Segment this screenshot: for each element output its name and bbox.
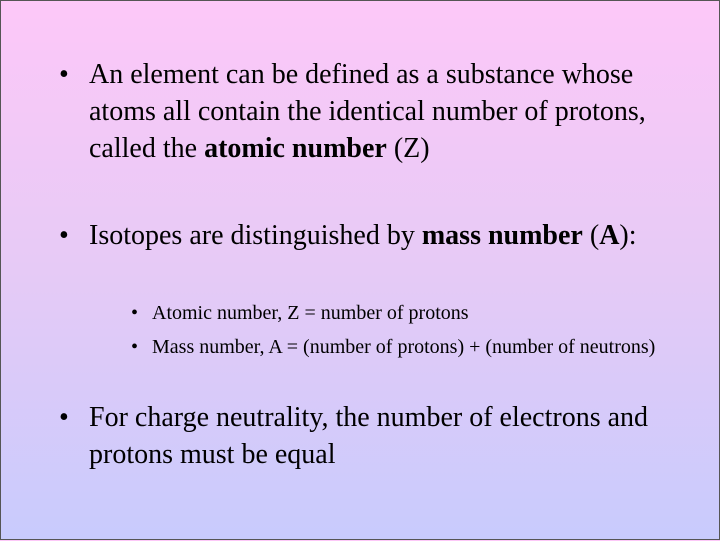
bullet-marker: •	[59, 59, 69, 90]
bullet-charge-neutrality	[59, 399, 659, 473]
sub-bullet-mass-number	[131, 332, 671, 362]
bullet-text: For charge neutrality, the number of electrons and protons must be equal	[89, 402, 649, 470]
sub-bullet-atomic-number	[131, 298, 671, 328]
bullet-marker: •	[59, 220, 69, 251]
bullet-text: An element can be defined as a substance whose atoms all contain the identical number of protons, called the atomic number (Z)	[89, 59, 646, 164]
mass-number-symbol: A	[599, 220, 620, 251]
atomic-number-term: atomic number	[204, 133, 387, 164]
bullet-text: Isotopes are distinguished by mass number (A):	[89, 220, 637, 251]
sub-bullet-text: Mass number, A = (number of protons) + (number of neutrons)	[152, 336, 656, 358]
bullet-isotopes	[59, 217, 659, 254]
sub-bullet-text: Atomic number, Z = number of protons	[152, 302, 469, 324]
sub-bullet-marker: •	[131, 336, 139, 358]
slide	[1, 1, 720, 541]
sub-bullet-marker: •	[131, 302, 139, 324]
bullet-marker: •	[59, 402, 69, 433]
bullet-element-definition	[59, 56, 659, 167]
mass-number-term: mass number	[421, 220, 583, 251]
